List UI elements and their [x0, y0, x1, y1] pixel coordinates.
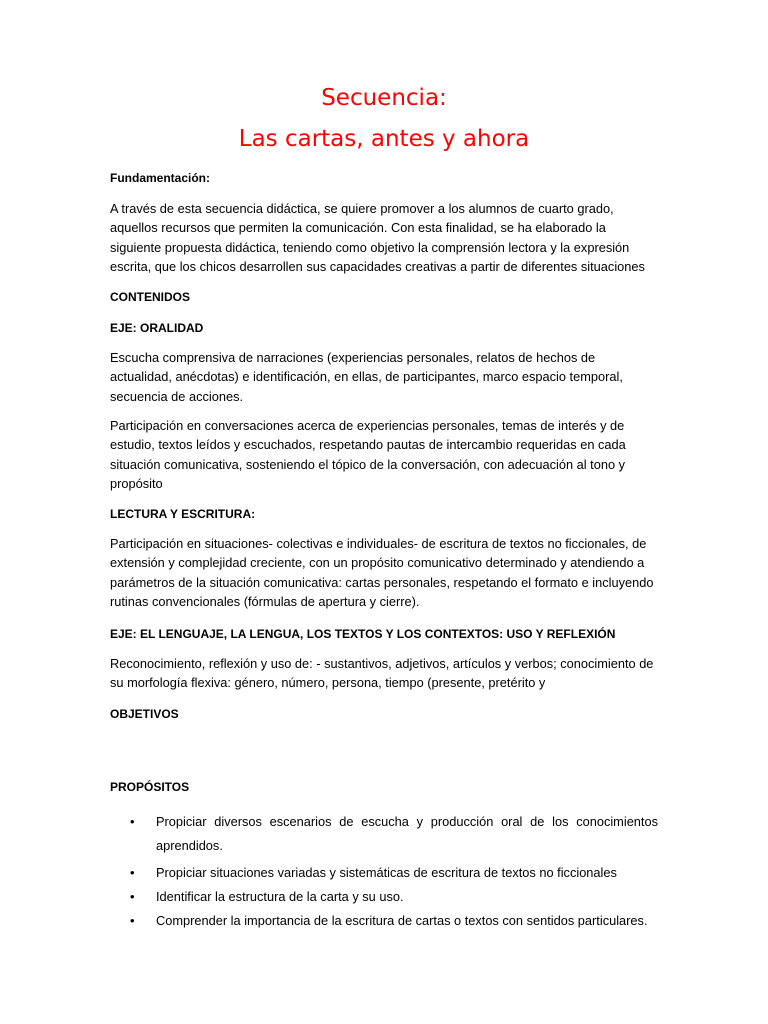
oralidad-paragraph-2: Participación en conversaciones acerca de experiencias personales, temas de interés y de estudio, textos leídos y escuchados, respetando pautas de intercambio requeridas en cada situación comunicativa, sosteniendo el tópico de la conversación, con adecuación al tono y propósito — [110, 418, 626, 491]
document-title: Secuencia: — [321, 85, 447, 111]
lenguaje-paragraph: Reconocimiento, reflexión y uso de: - sustantivos, adjetivos, artículos y verbos; conocimiento de su morfología flexiva: género, número, persona, tiempo (presente, pretérito y — [110, 656, 654, 691]
bullet-icon: • — [130, 865, 135, 880]
propositos-heading: PROPÓSITOS — [110, 780, 190, 794]
list-item — [110, 911, 658, 930]
document-subtitle: Las cartas, antes y ahora — [238, 126, 530, 152]
objetivos-heading: OBJETIVOS — [110, 707, 179, 721]
list-item-text: Propiciar situaciones variadas y sistemáticas de escritura de textos no ficcionales — [156, 865, 617, 880]
fundamentacion-paragraph: A través de esta secuencia didáctica, se quiere promover a los alumnos de cuarto grado, aquellos recursos que permiten la comunicación. Con esta finalidad, se ha elaborado la siguiente propuesta didáctica, teniendo como objetivo la comprensión lectora y la expresión escrita, que los chicos desarrollen sus capacidades creativas a partir de diferentes situaciones — [110, 201, 645, 274]
oralidad-paragraph-1: Escucha comprensiva de narraciones (experiencias personales, relatos de hechos de actualidad, anécdotas) e identificación, en ellas, de participantes, marco espacio temporal, secuencia de acciones. — [110, 350, 623, 404]
list-item-text: Identificar la estructura de la carta y su uso. — [156, 889, 404, 904]
lectura-heading: LECTURA Y ESCRITURA: — [110, 507, 256, 521]
lenguaje-heading: EJE: EL LENGUAJE, LA LENGUA, LOS TEXTOS Y LOS CONTEXTOS: USO Y REFLEXIÓN — [110, 627, 616, 641]
oralidad-heading: EJE: ORALIDAD — [110, 321, 204, 335]
bullet-icon: • — [130, 814, 135, 829]
list-item — [110, 810, 658, 858]
list-item — [110, 863, 658, 882]
contenidos-heading: CONTENIDOS — [110, 290, 191, 304]
list-item — [110, 887, 658, 906]
lectura-paragraph: Participación en situaciones- colectivas e individuales- de escritura de textos no ficcionales, de extensión y complejidad creciente, con un propósito comunicativo determinado y atendiendo a parámetros de la situación comunicativa: cartas personales, respetando el formato e incluyendo rutinas convencionales (fórmulas de apertura y cierre). — [110, 536, 654, 609]
bullet-icon: • — [130, 889, 135, 904]
propositos-list — [110, 810, 658, 930]
list-item-text: Propiciar diversos escenarios de escucha y producción oral de los conocimientos aprendidos. — [156, 814, 658, 853]
bullet-icon: • — [130, 913, 135, 928]
list-item-text: Comprender la importancia de la escritura de cartas o textos con sentidos particulares. — [156, 913, 648, 928]
fundamentacion-heading: Fundamentación: — [110, 171, 211, 185]
